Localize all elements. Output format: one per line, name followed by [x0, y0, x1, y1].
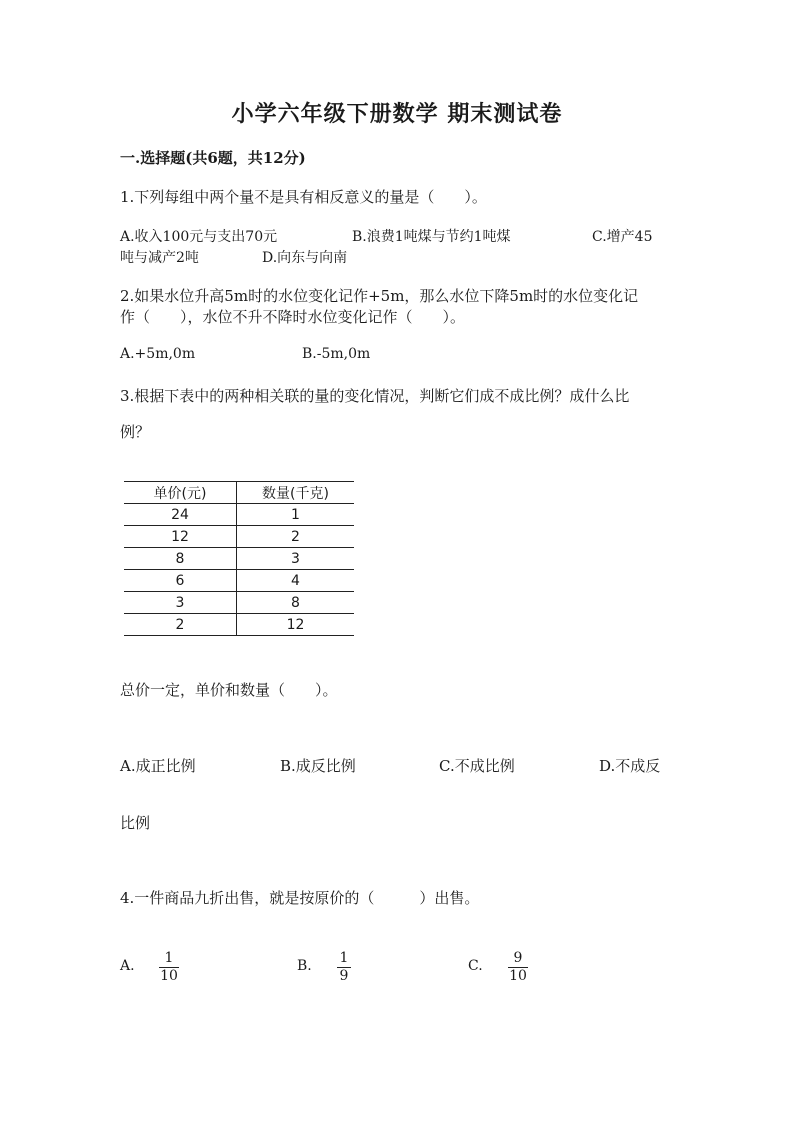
q2-option-a: A.+5m,0m [120, 346, 196, 362]
table-row [124, 504, 354, 526]
q4-option-a-fraction [159, 951, 179, 984]
table-cell: 3 [237, 548, 355, 570]
fraction-denominator: 10 [509, 968, 527, 984]
q3-option-c: C.不成比例 [439, 757, 515, 775]
table-cell: 12 [237, 614, 355, 636]
question-2-stem-line-1: 2.如果水位升高5m时的水位变化记作+5m，那么水位下降5m时的水位变化记 [120, 287, 639, 305]
q4-option-c-letter: C. [468, 958, 483, 974]
q3-option-d: D.不成反 [599, 757, 661, 775]
question-3-stem-line-1: 3.根据下表中的两种相关联的量的变化情况，判断它们成不成比例？成什么比 [120, 387, 630, 405]
column-header-unit-price: 单价(元) [124, 482, 237, 504]
table-row [124, 526, 354, 548]
column-header-quantity: 数量(千克) [237, 482, 355, 504]
fraction-numerator: 9 [513, 950, 523, 966]
table-cell: 1 [237, 504, 355, 526]
q4-option-b-letter: B. [297, 958, 312, 974]
table-cell: 24 [124, 504, 237, 526]
section-heading: 一.选择题(共6题，共12分) [120, 149, 306, 167]
table-cell: 8 [124, 548, 237, 570]
page-title: 小学六年级下册数学 期末测试卷 [231, 101, 563, 127]
table-row [124, 592, 354, 614]
table-cell: 4 [237, 570, 355, 592]
question-4-stem: 4.一件商品九折出售，就是按原价的（ ）出售。 [120, 889, 480, 907]
q3-option-d-continued: 比例 [120, 814, 151, 832]
table-row [124, 548, 354, 570]
fraction-denominator: 10 [160, 968, 178, 984]
question-3-prompt: 总价一定，单价和数量（ ）。 [120, 681, 338, 699]
table-header-row [124, 482, 354, 504]
q1-option-b: B.浪费1吨煤与节约1吨煤 [352, 229, 511, 245]
table-cell: 2 [237, 526, 355, 548]
price-quantity-table [124, 481, 354, 636]
q3-option-b: B.成反比例 [280, 757, 356, 775]
question-3-stem-line-2: 例？ [120, 423, 151, 441]
table-cell: 2 [124, 614, 237, 636]
q4-option-a-letter: A. [120, 958, 135, 974]
q1-option-c-continued: 吨与减产2吨 [120, 250, 199, 266]
q4-option-b-fraction [337, 951, 351, 984]
table-cell: 12 [124, 526, 237, 548]
table-cell: 3 [124, 592, 237, 614]
table-cell: 6 [124, 570, 237, 592]
table-cell: 8 [237, 592, 355, 614]
q2-option-b: B.-5m,0m [302, 346, 371, 362]
q1-option-c: C.增产45 [592, 229, 653, 245]
q1-option-d: D.向东与向南 [262, 250, 348, 266]
fraction-denominator: 9 [339, 968, 349, 984]
table-row [124, 614, 354, 636]
q1-option-a: A.收入100元与支出70元 [120, 229, 278, 245]
table-row [124, 570, 354, 592]
fraction-numerator: 1 [164, 950, 174, 966]
question-2-stem-line-2: 作（ ），水位不升不降时水位变化记作（ ）。 [120, 308, 466, 326]
fraction-numerator: 1 [339, 950, 349, 966]
q3-option-a: A.成正比例 [120, 757, 196, 775]
question-1-stem: 1.下列每组中两个量不是具有相反意义的量是（ ）。 [120, 188, 487, 206]
q4-option-c-fraction [508, 951, 528, 984]
